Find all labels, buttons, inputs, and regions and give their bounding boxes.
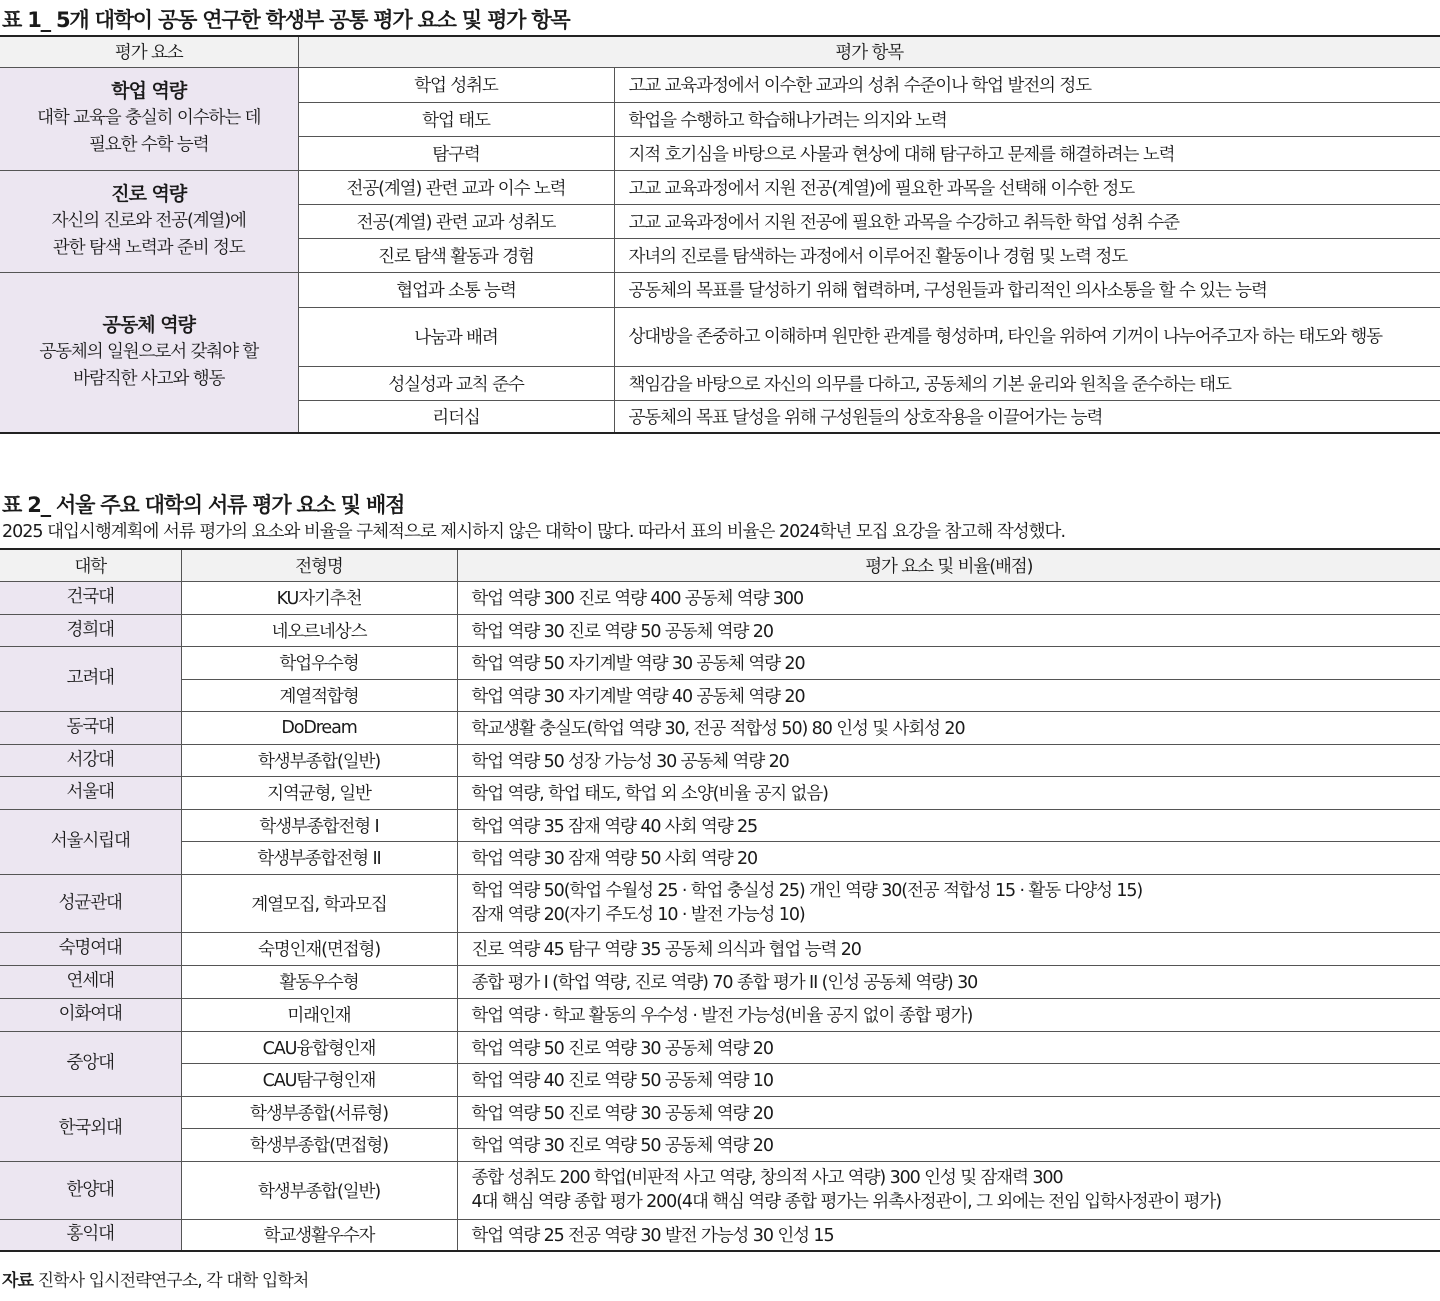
source-text: 진학사 입시전략연구소, 각 대학 입학처 xyxy=(37,1271,309,1291)
table-row xyxy=(0,776,1440,809)
university-cell: 중앙대 xyxy=(0,1031,181,1096)
item-desc: 자녀의 진로를 탐색하는 과정에서 이루어진 활동이나 경험 및 노력 정도 xyxy=(614,238,1440,272)
eval-ratio-two-line xyxy=(457,874,1440,932)
group-desc-line: 바람직한 사고와 행동 xyxy=(73,368,225,389)
admission-type: CAU탐구형인재 xyxy=(181,1063,457,1096)
university-cell: 성균관대 xyxy=(0,874,181,932)
admission-type: 지역균형, 일반 xyxy=(181,776,457,809)
table-row xyxy=(0,1063,1440,1096)
source-note xyxy=(2,1266,308,1291)
eval-ratio: 학업 역량, 학업 태도, 학업 외 소양(비율 공지 없음) xyxy=(457,776,1440,809)
eval-ratio: 학업 역량 35 잠재 역량 40 사회 역량 25 xyxy=(457,809,1440,841)
table-row xyxy=(0,1161,1440,1219)
item-desc: 책임감을 바탕으로 자신의 의무를 다하고, 공동체의 기본 윤리와 원칙을 준수하는 태도 xyxy=(614,366,1440,400)
group-desc-line: 필요한 수학 능력 xyxy=(88,135,209,155)
admission-type: 계열적합형 xyxy=(181,679,457,711)
table-row xyxy=(0,1219,1440,1251)
eval-ratio-two-line xyxy=(457,1161,1440,1219)
table-row xyxy=(0,614,1440,646)
university-cell: 서울대 xyxy=(0,776,181,809)
eval-line: 4대 핵심 역량 종합 평가 200(4대 핵심 역량 종합 평가는 위촉사정관이, 그 외에는 전임 입학사정관이 평가) xyxy=(471,1192,1221,1212)
header-admission-type: 전형명 xyxy=(181,549,457,581)
item-name: 전공(계열) 관련 교과 성취도 xyxy=(298,204,614,238)
eval-ratio: 학업 역량 50 성장 가능성 30 공동체 역량 20 xyxy=(457,744,1440,776)
table-row xyxy=(0,744,1440,776)
group-desc-line: 관한 탐색 노력과 준비 정도 xyxy=(52,237,245,258)
group-desc-line: 대학 교육을 충실히 이수하는 데 xyxy=(37,108,261,128)
eval-line: 종합 성취도 200 학업(비판적 사고 역량, 창의적 사고 역량) 300 인성 및 잠재력 300 xyxy=(471,1168,1063,1188)
admission-type: 숙명인재(면접형) xyxy=(181,932,457,965)
eval-ratio: 학교생활 충실도(학업 역량 30, 전공 적합성 50) 80 인성 및 사회성 20 xyxy=(457,711,1440,744)
university-cell: 홍익대 xyxy=(0,1219,181,1251)
admission-type: KU자기추천 xyxy=(181,581,457,614)
eval-ratio: 학업 역량 40 진로 역량 50 공동체 역량 10 xyxy=(457,1063,1440,1096)
table-row xyxy=(0,809,1440,841)
group-cell-community xyxy=(0,272,298,433)
table-row xyxy=(0,1096,1440,1128)
admission-type: 학생부종합(일반) xyxy=(181,1161,457,1219)
table-row xyxy=(0,874,1440,932)
eval-ratio: 학업 역량 30 진로 역량 50 공동체 역량 20 xyxy=(457,614,1440,646)
admission-type: 네오르네상스 xyxy=(181,614,457,646)
university-cell: 한국외대 xyxy=(0,1096,181,1161)
table-row xyxy=(0,998,1440,1031)
eval-ratio: 종합 평가 I (학업 역량, 진로 역량) 70 종합 평가 II (인성 공동체 역량) 30 xyxy=(457,965,1440,998)
university-cell: 연세대 xyxy=(0,965,181,998)
header-eval-item: 평가 항목 xyxy=(298,36,1440,67)
table-row xyxy=(0,679,1440,711)
university-cell: 숙명여대 xyxy=(0,932,181,965)
eval-ratio: 학업 역량 50 진로 역량 30 공동체 역량 20 xyxy=(457,1031,1440,1063)
group-cell-career xyxy=(0,170,298,272)
admission-type: 학생부종합전형 II xyxy=(181,841,457,874)
item-name: 학업 성취도 xyxy=(298,67,614,102)
table-row xyxy=(0,965,1440,998)
item-desc: 상대방을 존중하고 이해하며 원만한 관계를 형성하며, 타인을 위하여 기꺼이 나누어주고자 하는 태도와 행동 xyxy=(614,307,1440,366)
table2-subtitle: 2025 대입시행계획에 서류 평가의 요소와 비율을 구체적으로 제시하지 않은 대학이 많다. 따라서 표의 비율은 2024학년 모집 요강을 참고해 작성했다. xyxy=(2,522,1066,542)
item-name: 성실성과 교칙 준수 xyxy=(298,366,614,400)
university-cell: 이화여대 xyxy=(0,998,181,1031)
university-cell: 서강대 xyxy=(0,744,181,776)
table1-evaluation-elements xyxy=(0,35,1440,434)
table-row xyxy=(0,932,1440,965)
header-eval-element: 평가 요소 xyxy=(0,36,298,67)
admission-type: DoDream xyxy=(181,711,457,744)
admission-type: 활동우수형 xyxy=(181,965,457,998)
group-desc-line: 자신의 진로와 전공(계열)에 xyxy=(51,210,246,231)
admission-type: 계열모집, 학과모집 xyxy=(181,874,457,932)
item-desc: 공동체의 목표를 달성하기 위해 협력하며, 구성원들과 합리적인 의사소통을 할 수 있는 능력 xyxy=(614,272,1440,307)
eval-ratio: 학업 역량 300 진로 역량 400 공동체 역량 300 xyxy=(457,581,1440,614)
group-desc-line: 공동체의 일원으로서 갖춰야 할 xyxy=(39,341,259,362)
table-row xyxy=(0,272,1440,307)
group-cell-academic xyxy=(0,67,298,170)
item-desc: 고교 교육과정에서 이수한 교과의 성취 수준이나 학업 발전의 정도 xyxy=(614,67,1440,102)
university-cell: 경희대 xyxy=(0,614,181,646)
admission-type: 학생부종합(서류형) xyxy=(181,1096,457,1128)
table1-header-row xyxy=(0,36,1440,67)
item-name: 나눔과 배려 xyxy=(298,307,614,366)
eval-line: 잠재 역량 20(자기 주도성 10 · 발전 가능성 10) xyxy=(471,905,805,925)
table-row xyxy=(0,1031,1440,1063)
eval-ratio: 학업 역량 · 학교 활동의 우수성 · 발전 가능성(비율 공지 없이 종합 평가) xyxy=(457,998,1440,1031)
eval-line: 학업 역량 50(학업 수월성 25 · 학업 충실성 25) 개인 역량 30(전공 적합성 15 · 활동 다양성 15) xyxy=(471,881,1143,901)
table-row xyxy=(0,67,1440,102)
eval-ratio: 학업 역량 25 전공 역량 30 발전 가능성 30 인성 15 xyxy=(457,1219,1440,1251)
source-label: 자료 xyxy=(2,1271,34,1291)
eval-ratio: 학업 역량 50 자기계발 역량 30 공동체 역량 20 xyxy=(457,646,1440,679)
item-name: 전공(계열) 관련 교과 이수 노력 xyxy=(298,170,614,204)
item-desc: 학업을 수행하고 학습해나가려는 의지와 노력 xyxy=(614,102,1440,136)
table1-title: 표 1_ 5개 대학이 공동 연구한 학생부 공통 평가 요소 및 평가 항목 xyxy=(2,8,570,32)
table2-title: 표 2_ 서울 주요 대학의 서류 평가 요소 및 배점 xyxy=(2,493,405,517)
item-name: 탐구력 xyxy=(298,136,614,170)
eval-ratio: 학업 역량 30 자기계발 역량 40 공동체 역량 20 xyxy=(457,679,1440,711)
table-row xyxy=(0,646,1440,679)
item-desc: 고교 교육과정에서 지원 전공에 필요한 과목을 수강하고 취득한 학업 성취 수준 xyxy=(614,204,1440,238)
header-eval-ratio: 평가 요소 및 비율(배점) xyxy=(457,549,1440,581)
table-row xyxy=(0,711,1440,744)
admission-type: CAU융합형인재 xyxy=(181,1031,457,1063)
university-cell: 건국대 xyxy=(0,581,181,614)
item-name: 협업과 소통 능력 xyxy=(298,272,614,307)
group-name: 학업 역량 xyxy=(111,80,187,102)
eval-ratio: 학업 역량 30 진로 역량 50 공동체 역량 20 xyxy=(457,1128,1440,1161)
header-university: 대학 xyxy=(0,549,181,581)
eval-ratio: 학업 역량 30 잠재 역량 50 사회 역량 20 xyxy=(457,841,1440,874)
table-row xyxy=(0,841,1440,874)
item-name: 진로 탐색 활동과 경험 xyxy=(298,238,614,272)
university-cell: 서울시립대 xyxy=(0,809,181,874)
university-cell: 고려대 xyxy=(0,646,181,711)
eval-ratio: 학업 역량 50 진로 역량 30 공동체 역량 20 xyxy=(457,1096,1440,1128)
item-desc: 지적 호기심을 바탕으로 사물과 현상에 대해 탐구하고 문제를 해결하려는 노력 xyxy=(614,136,1440,170)
item-desc: 고교 교육과정에서 지원 전공(계열)에 필요한 과목을 선택해 이수한 정도 xyxy=(614,170,1440,204)
item-desc: 공동체의 목표 달성을 위해 구성원들의 상호작용을 이끌어가는 능력 xyxy=(614,400,1440,433)
table-row xyxy=(0,170,1440,204)
table-row xyxy=(0,581,1440,614)
admission-type: 학생부종합(일반) xyxy=(181,744,457,776)
group-name: 공동체 역량 xyxy=(102,313,195,336)
table2-header-row xyxy=(0,549,1440,581)
admission-type: 학업우수형 xyxy=(181,646,457,679)
admission-type: 학생부종합전형 I xyxy=(181,809,457,841)
table2-university-criteria xyxy=(0,548,1440,1252)
item-name: 학업 태도 xyxy=(298,102,614,136)
admission-type: 학교생활우수자 xyxy=(181,1219,457,1251)
admission-type: 미래인재 xyxy=(181,998,457,1031)
item-name: 리더십 xyxy=(298,400,614,433)
university-cell: 동국대 xyxy=(0,711,181,744)
university-cell: 한양대 xyxy=(0,1161,181,1219)
eval-ratio: 진로 역량 45 탐구 역량 35 공동체 의식과 협업 능력 20 xyxy=(457,932,1440,965)
group-name: 진로 역량 xyxy=(111,182,187,205)
admission-type: 학생부종합(면접형) xyxy=(181,1128,457,1161)
table-row xyxy=(0,1128,1440,1161)
